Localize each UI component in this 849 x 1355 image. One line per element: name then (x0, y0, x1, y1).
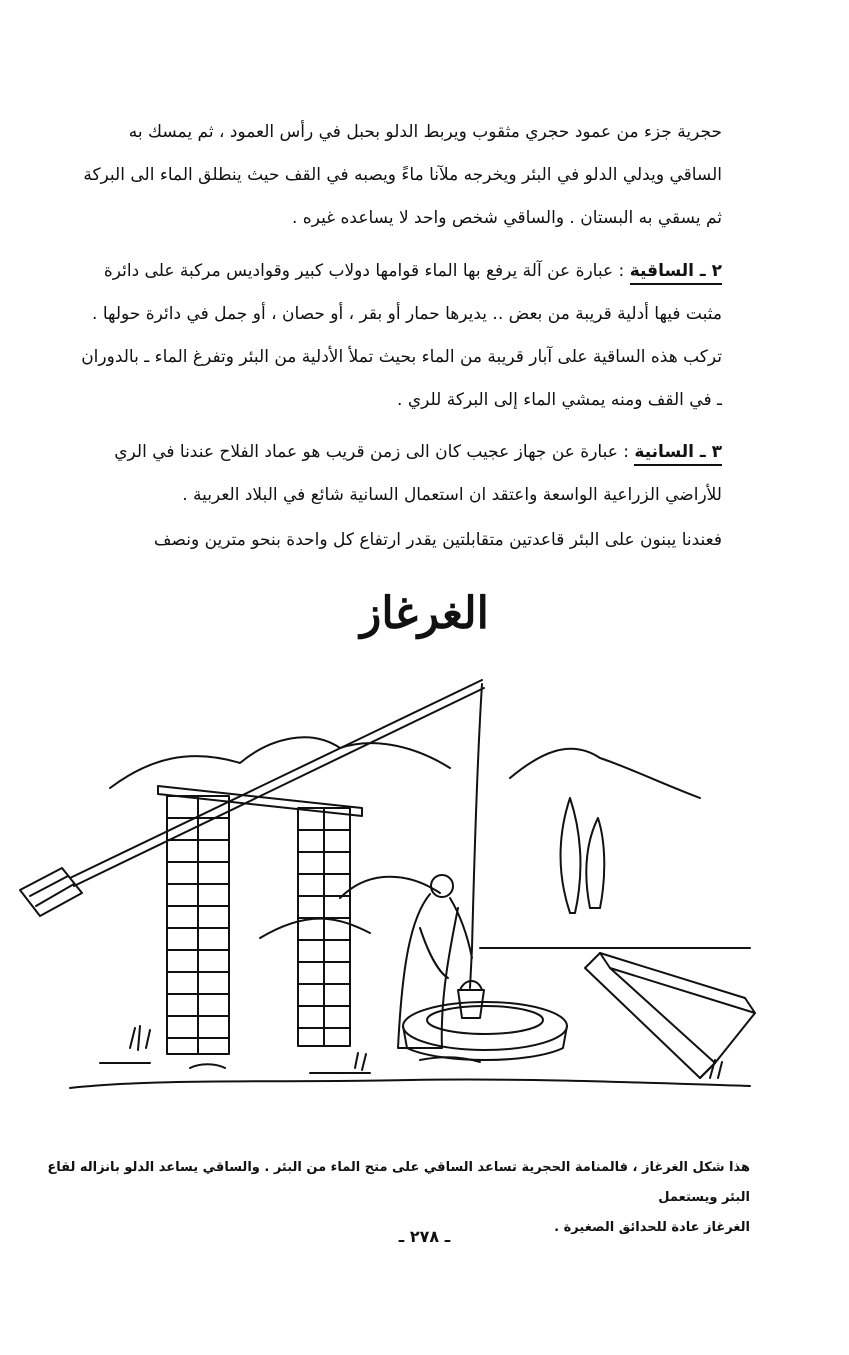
gharghaz-illustration (10, 668, 770, 1108)
paragraph-saqiya-line-1 (40, 250, 722, 293)
paragraph-saniya (40, 431, 722, 517)
paragraph-1-line-1: حجرية جزء من عمود حجري مثقوب ويربط الدلو بحبل في رأس العمود ، ثم يمسك به (128, 122, 722, 142)
paragraph-4 (40, 519, 722, 562)
saqiya-heading: ٢ ـ الساقية (630, 261, 722, 285)
saniya-line-1-text: : عبارة عن جهاز عجيب كان الى زمن قريب هو عماد الفلاح عندنا في الري (114, 442, 630, 462)
figure-title: الغرغاز (360, 588, 489, 639)
saniya-heading: ٣ ـ السانية (634, 442, 722, 466)
paragraph-saniya-line-1 (40, 431, 722, 474)
paragraph-saqiya-line-3: تركب هذه الساقية على آبار قريبة من الماء بحيث تملأ الأدلية من البئر وتفرغ الماء ـ بالدوران (81, 347, 722, 367)
paragraph-saqiya (40, 250, 722, 422)
paragraph-saqiya-line-2: مثبت فيها أدلية قريبة من بعض .. يديرها حمار أو بقر ، أو حصان ، أو جمل في دائرة حولها . (92, 304, 722, 324)
paragraph-saqiya-line-4: ـ في القف ومنه يمشي الماء إلى البركة للري . (397, 390, 722, 410)
paragraph-1 (40, 111, 722, 240)
page-number: ـ ٢٧٨ ـ (398, 1227, 451, 1246)
paragraph-1-line-3: ثم يسقي به البستان . والساقي شخص واحد لا يساعده غيره . (291, 208, 722, 228)
caption-line-2: الغرغاز عادة للحدائق الصغيرة . (554, 1220, 750, 1235)
paragraph-4-line-1: فعندنا يبنون على البئر قاعدتين متقابلتين يقدر ارتفاع كل واحدة بنحو مترين ونصف (153, 530, 722, 550)
paragraph-1-line-2: الساقي ويدلي الدلو في البئر ويخرجه ملآنا ماءً ويصبه في القف حيث ينطلق الماء الى البركة (83, 165, 722, 185)
saqiya-line-1-text: : عبارة عن آلة يرفع بها الماء قوامها دولاب كبير وقواديس مركبة على دائرة (103, 261, 625, 281)
caption-line-1: هذا شكل الغرغاز ، فالمنامة الحجرية تساعد الساقي على متح الماء من البئر . والساقي يساعد الدلو بانزاله لقاع البئر ويستعمل (47, 1160, 750, 1205)
paragraph-saniya-line-2: للأراضي الزراعية الواسعة واعتقد ان استعمال السانية شائع في البلاد العربية . (182, 485, 722, 505)
